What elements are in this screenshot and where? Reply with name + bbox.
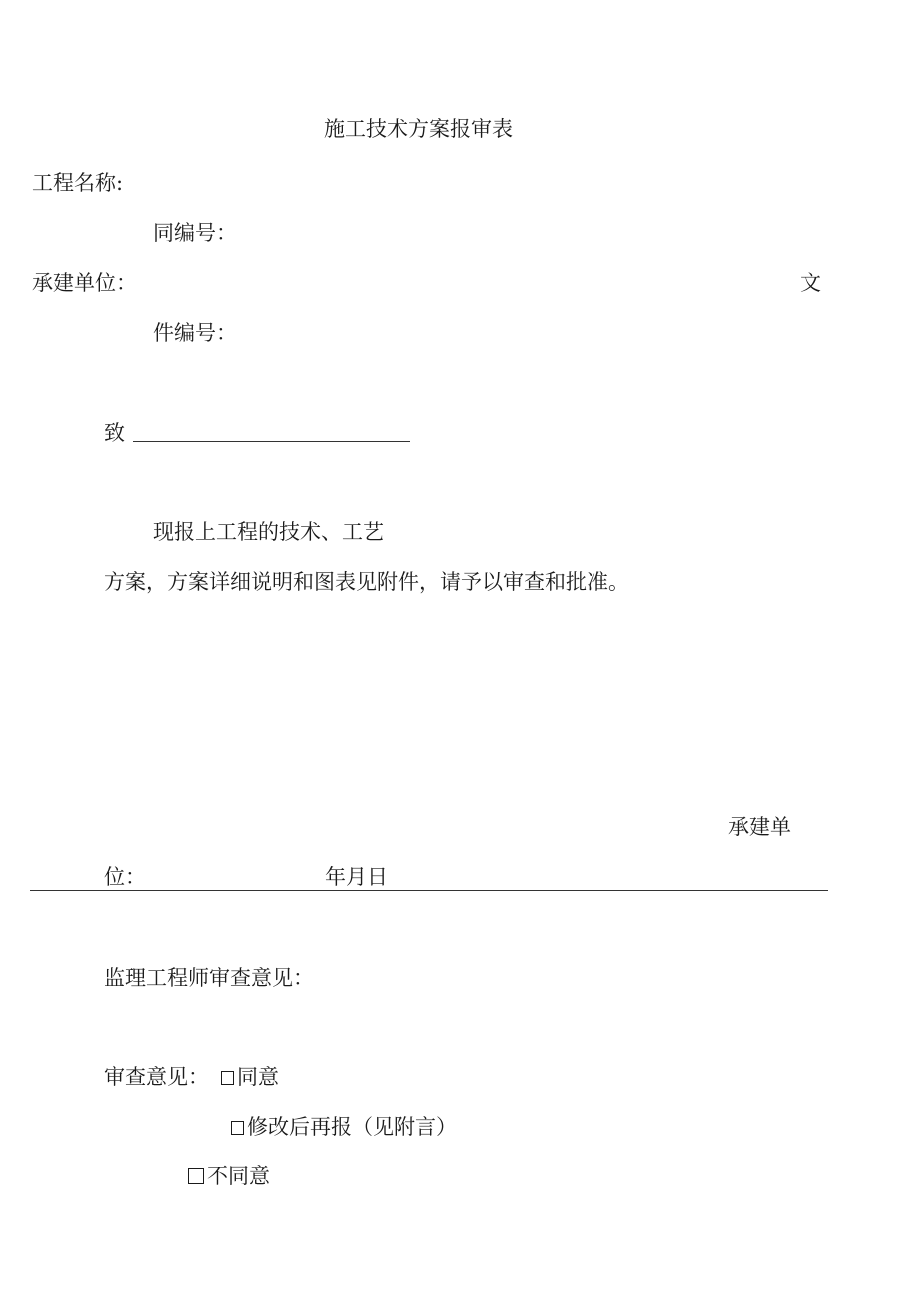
recipient-blank-line[interactable] bbox=[133, 441, 410, 442]
body-text-line1: 现报上工程的技术、工艺 bbox=[153, 520, 384, 544]
option-agree-label: 同意 bbox=[237, 1065, 279, 1089]
checkbox-disagree[interactable] bbox=[188, 1168, 204, 1184]
date-label: 年月日 bbox=[325, 865, 388, 889]
option-agree[interactable] bbox=[221, 1067, 279, 1088]
signature-label: 位： bbox=[104, 865, 146, 889]
doc-no-label: 件编号： bbox=[153, 321, 237, 345]
option-disagree[interactable] bbox=[188, 1166, 270, 1187]
checkbox-agree[interactable] bbox=[221, 1071, 234, 1085]
checkbox-revise[interactable] bbox=[231, 1121, 244, 1135]
body-text-line2: 方案，方案详细说明和图表见附件，请予以审查和批准。 bbox=[104, 570, 629, 594]
signature-prefix: 承建单 bbox=[728, 815, 791, 839]
project-name-label: 工程名称: bbox=[32, 171, 124, 195]
contract-no-label: 同编号： bbox=[153, 221, 237, 245]
to-label: 致 bbox=[104, 421, 125, 445]
doc-no-prefix: 文 bbox=[800, 271, 821, 295]
page-title: 施工技术方案报审表 bbox=[324, 117, 513, 141]
contractor-label: 承建单位： bbox=[32, 271, 137, 295]
supervisor-opinion-label: 监理工程师审查意见： bbox=[104, 966, 314, 990]
option-revise-label: 修改后再报（见附言） bbox=[247, 1115, 457, 1139]
option-disagree-label: 不同意 bbox=[207, 1164, 270, 1188]
section-divider bbox=[30, 890, 828, 891]
review-label: 审查意见： bbox=[104, 1065, 209, 1089]
option-revise[interactable] bbox=[231, 1117, 457, 1138]
